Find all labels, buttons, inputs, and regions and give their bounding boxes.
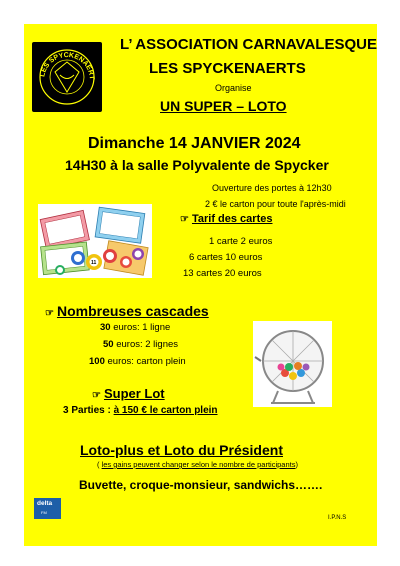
cascade-line: 100 euros: carton plein — [89, 356, 186, 367]
cascades-title: ☞ Nombreuses cascades — [45, 303, 209, 319]
cascade-line: 30 euros: 1 ligne — [100, 322, 171, 333]
tarif-line: 13 cartes 20 euros — [183, 268, 262, 279]
tarif-line: 6 cartes 10 euros — [189, 252, 263, 263]
pointing-hand-icon: ☞ — [45, 308, 54, 319]
event-date: Dimanche 14 JANVIER 2024 — [88, 135, 301, 152]
loto-plus-heading: Loto-plus et Loto du Président — [80, 442, 283, 458]
pointing-hand-icon: ☞ — [180, 214, 189, 225]
super-lot-title: ☞ Super Lot — [92, 386, 165, 401]
buvette-line: Buvette, croque-monsieur, sandwichs……. — [79, 478, 323, 492]
logo-text: LES SPYCKENAERT — [39, 51, 96, 81]
bingo-wheel-image — [253, 321, 332, 407]
association-line: L’ ASSOCIATION CARNAVALESQUE — [120, 36, 377, 53]
event-type: UN SUPER – LOTO — [160, 98, 287, 114]
association-logo — [32, 42, 102, 112]
group-name: LES SPYCKENAERTS — [149, 60, 306, 77]
organise-label: Organise — [215, 83, 252, 93]
gains-note: ( les gains peuvent changer selon le nombre de participants) — [97, 460, 298, 469]
cascade-line: 50 euros: 2 lignes — [103, 339, 179, 350]
pointing-hand-icon: ☞ — [92, 390, 101, 401]
doors-opening: Ouverture des portes à 12h30 — [212, 183, 332, 193]
tarif-line: 1 carte 2 euros — [209, 236, 273, 247]
svg-text:11: 11 — [91, 260, 97, 266]
bingo-cards-image — [38, 204, 152, 278]
super-lot-detail: 3 Parties : à 150 € le carton plein — [63, 405, 218, 416]
tarif-title: ☞ Tarif des cartes — [180, 213, 273, 225]
delta-logo-sub: FM — [41, 510, 47, 515]
logo-emblem-icon — [32, 42, 102, 112]
event-time-place: 14H30 à la salle Polyvalente de Spycker — [65, 157, 329, 173]
carton-price: 2 € le carton pour toute l'après-midi — [205, 199, 346, 209]
ipns-mark: I.P.N.S — [328, 515, 347, 521]
delta-logo-text: delta — [37, 500, 53, 507]
